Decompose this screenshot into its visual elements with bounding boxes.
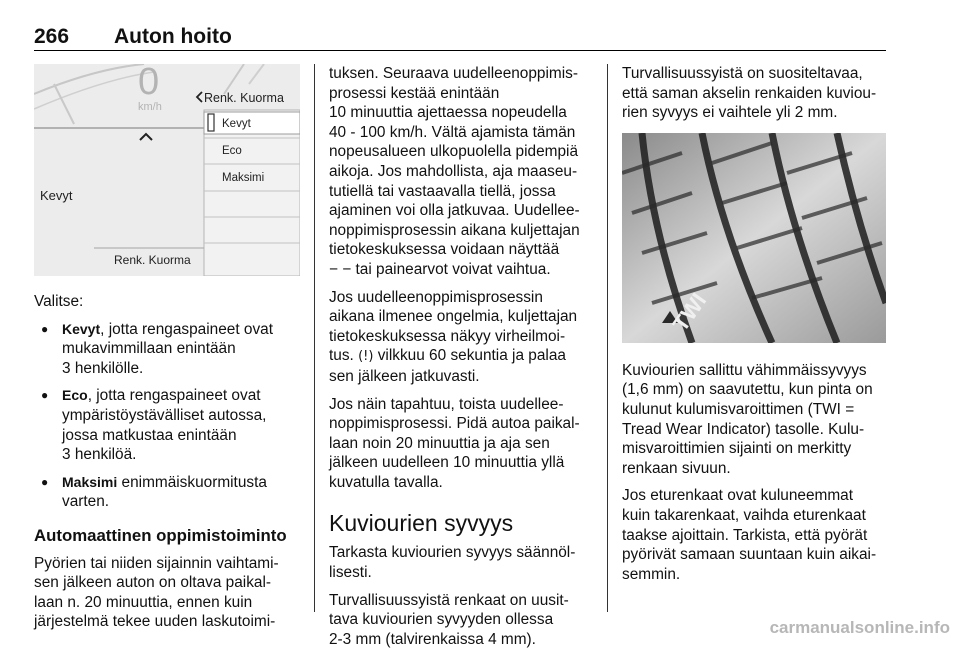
text-line: nopeusalueen ulkopuolella pidempiä — [329, 143, 579, 161]
list-item-eco — [34, 386, 300, 464]
term-maksimi: Maksimi — [62, 473, 118, 490]
text-line: , jotta rengaspaineet ovat — [100, 320, 273, 338]
text-line: tietokeskuksessa näkyy virheilmoi- — [329, 327, 566, 345]
text-line: semmin. — [622, 565, 681, 583]
menu-item-eco[interactable]: Eco — [222, 145, 242, 157]
text-line: tava kuviourien syvyyden ollessa — [329, 611, 554, 629]
text-line: 3 henkilöä. — [62, 446, 137, 464]
tire-warning-icon: (!) — [358, 349, 374, 365]
text-line: aikoja. Jos mahdollista, aja maaseu- — [329, 162, 578, 180]
paragraph — [622, 486, 886, 584]
text-line: prosessi kestää enintään — [329, 84, 500, 102]
selected-display-value: Kevyt — [40, 188, 73, 203]
text-line: Jos uudelleenoppimisprosessin — [329, 288, 543, 306]
text-line: renkaan sivuun. — [622, 459, 731, 477]
text-line: Turvallisuussyistä on suositeltavaa, — [622, 65, 863, 82]
text-line: varten. — [62, 493, 110, 511]
paragraph — [329, 543, 595, 582]
heading-tread-depth: Kuviourien syvyys — [329, 510, 514, 537]
column-2 — [329, 64, 595, 657]
text-line: että saman akselin renkaiden kuviou- — [622, 84, 877, 102]
tire-load-display-illustration — [34, 64, 300, 276]
text-line: 40 - 100 km/h. Vältä ajamista tämän — [329, 123, 576, 141]
paragraph — [329, 64, 595, 280]
text-line: − − tai painearvot voivat vaihtua. — [329, 260, 551, 278]
paragraph — [329, 395, 595, 493]
text-fragment: vilkkuu 60 sekuntia ja palaa — [373, 347, 566, 365]
text-line: laan noin 20 minuuttia ja aja sen — [329, 434, 550, 452]
text-line: noppimisprosessi. Pidä autoa paikal- — [329, 415, 580, 433]
text-line: kuvatulla tavalla. — [329, 473, 443, 491]
text-line: kulunut kulumisvaroittimen (TWI = — [622, 400, 855, 418]
paragraph — [622, 361, 886, 479]
option-list — [34, 320, 300, 512]
column-3 — [622, 64, 886, 592]
text-line: tutiellä tai vastaavalla tiellä, jossa — [329, 182, 556, 200]
text-line: jossa matkustaa enintään — [62, 426, 237, 444]
list-item-kevyt — [34, 320, 300, 379]
speed-digit: 0 — [138, 64, 160, 103]
menu-item-kevyt[interactable]: Kevyt — [222, 118, 251, 130]
text-line: , jotta rengaspaineet ovat — [87, 387, 261, 405]
watermark: carmanualsonline.info — [769, 618, 950, 637]
menu-item-maksimi[interactable]: Maksimi — [222, 172, 265, 184]
menu-item-highlight[interactable] — [204, 112, 300, 134]
list-item-maksimi — [34, 473, 300, 512]
tire-tread-illustration — [622, 133, 886, 343]
column-1 — [34, 64, 300, 640]
speed-unit: km/h — [138, 101, 162, 113]
text-line: 10 minuuttia ajettaessa nopeudella — [329, 104, 567, 122]
nav-label[interactable]: Renk. Kuorma — [204, 91, 284, 105]
text-line: Turvallisuussyistä renkaat on uusit- — [329, 591, 569, 609]
text-line: Jos näin tapahtuu, toista uudellee- — [329, 395, 564, 413]
column-divider-1 — [314, 64, 315, 612]
term-eco: Eco — [62, 387, 88, 404]
paragraph — [329, 288, 595, 387]
term-kevyt: Kevyt — [62, 320, 101, 337]
section-title: Auton hoito — [114, 25, 232, 48]
text-line: sen jälkeen jatkuvasti. — [329, 367, 480, 385]
text-line: 3 henkilölle. — [62, 359, 144, 377]
paragraph — [34, 554, 300, 632]
text-line: Tarkasta kuviourien syvyys säännöl- — [329, 544, 576, 562]
text-line: rien syvyys ei vaihtele yli 2 mm. — [622, 104, 838, 122]
text-line: mukavimmillaan enintään — [62, 340, 236, 358]
tire-tread-figure — [622, 133, 886, 343]
text-line: jälkeen uudelleen 10 minuuttia yllä — [329, 454, 565, 472]
text-line: noppimisprosessin aikana kuljettajan — [329, 221, 580, 239]
text-line: tuksen. Seuraava uudelleenoppimis- — [329, 65, 578, 82]
text-line: sen jälkeen auton on oltava paikal- — [34, 574, 272, 592]
paragraph — [622, 64, 886, 123]
text-line: järjestelmä tekee uuden laskutoimi- — [34, 613, 276, 631]
text-line: ajaminen voi olla jatkuvaa. Uudellee- — [329, 202, 580, 220]
twi-label: TWI — [667, 288, 712, 336]
text-line: Tread Wear Indicator) tasolle. Kulu- — [622, 420, 865, 438]
text-line: taakse ajoittain. Tarkista, että pyörät — [622, 526, 868, 544]
page-header — [34, 20, 886, 51]
text-line: misvaroittimien sijainti on merkitty — [622, 440, 852, 458]
text-line: tietokeskuksessa voidaan näyttää — [329, 241, 560, 259]
text-line: kuin takarenkaat, vaihda eturenkaat — [622, 506, 866, 524]
text-line: laan n. 20 minuuttia, ennen kuin — [34, 593, 253, 611]
text-line: 2-3 mm (talvirenkaissa 4 mm). — [329, 630, 536, 648]
tire-load-display-figure — [34, 64, 300, 276]
text-line: pyörivät samaan suuntaan kuin aikai- — [622, 546, 877, 564]
text-line: Kuviourien sallittu vähimmäissyvyys — [622, 361, 867, 379]
paragraph — [329, 591, 595, 650]
page-number: 266 — [34, 25, 70, 48]
bottom-label: Renk. Kuorma — [114, 253, 191, 267]
text-line: aikana ilmenee ongelmia, kuljettajan — [329, 308, 578, 326]
text-line: ympäristöystävälliset autossa, — [62, 406, 267, 424]
text-line: enimmäiskuormitusta — [117, 473, 267, 491]
heading-automatic-learning: Automaattinen oppimistoiminto — [34, 525, 287, 545]
selection-marker-icon — [208, 114, 214, 131]
text-line: Pyörien tai niiden sijainnin vaihtami- — [34, 554, 279, 572]
column-divider-2 — [607, 64, 608, 612]
text-fragment: tus. — [329, 347, 359, 365]
text-line: lisesti. — [329, 564, 372, 582]
text-line: Jos eturenkaat ovat kuluneemmat — [622, 487, 853, 505]
valitse-label: Valitse: — [34, 293, 84, 310]
text-line: (1,6 mm) on saavutettu, kun pinta on — [622, 381, 873, 399]
